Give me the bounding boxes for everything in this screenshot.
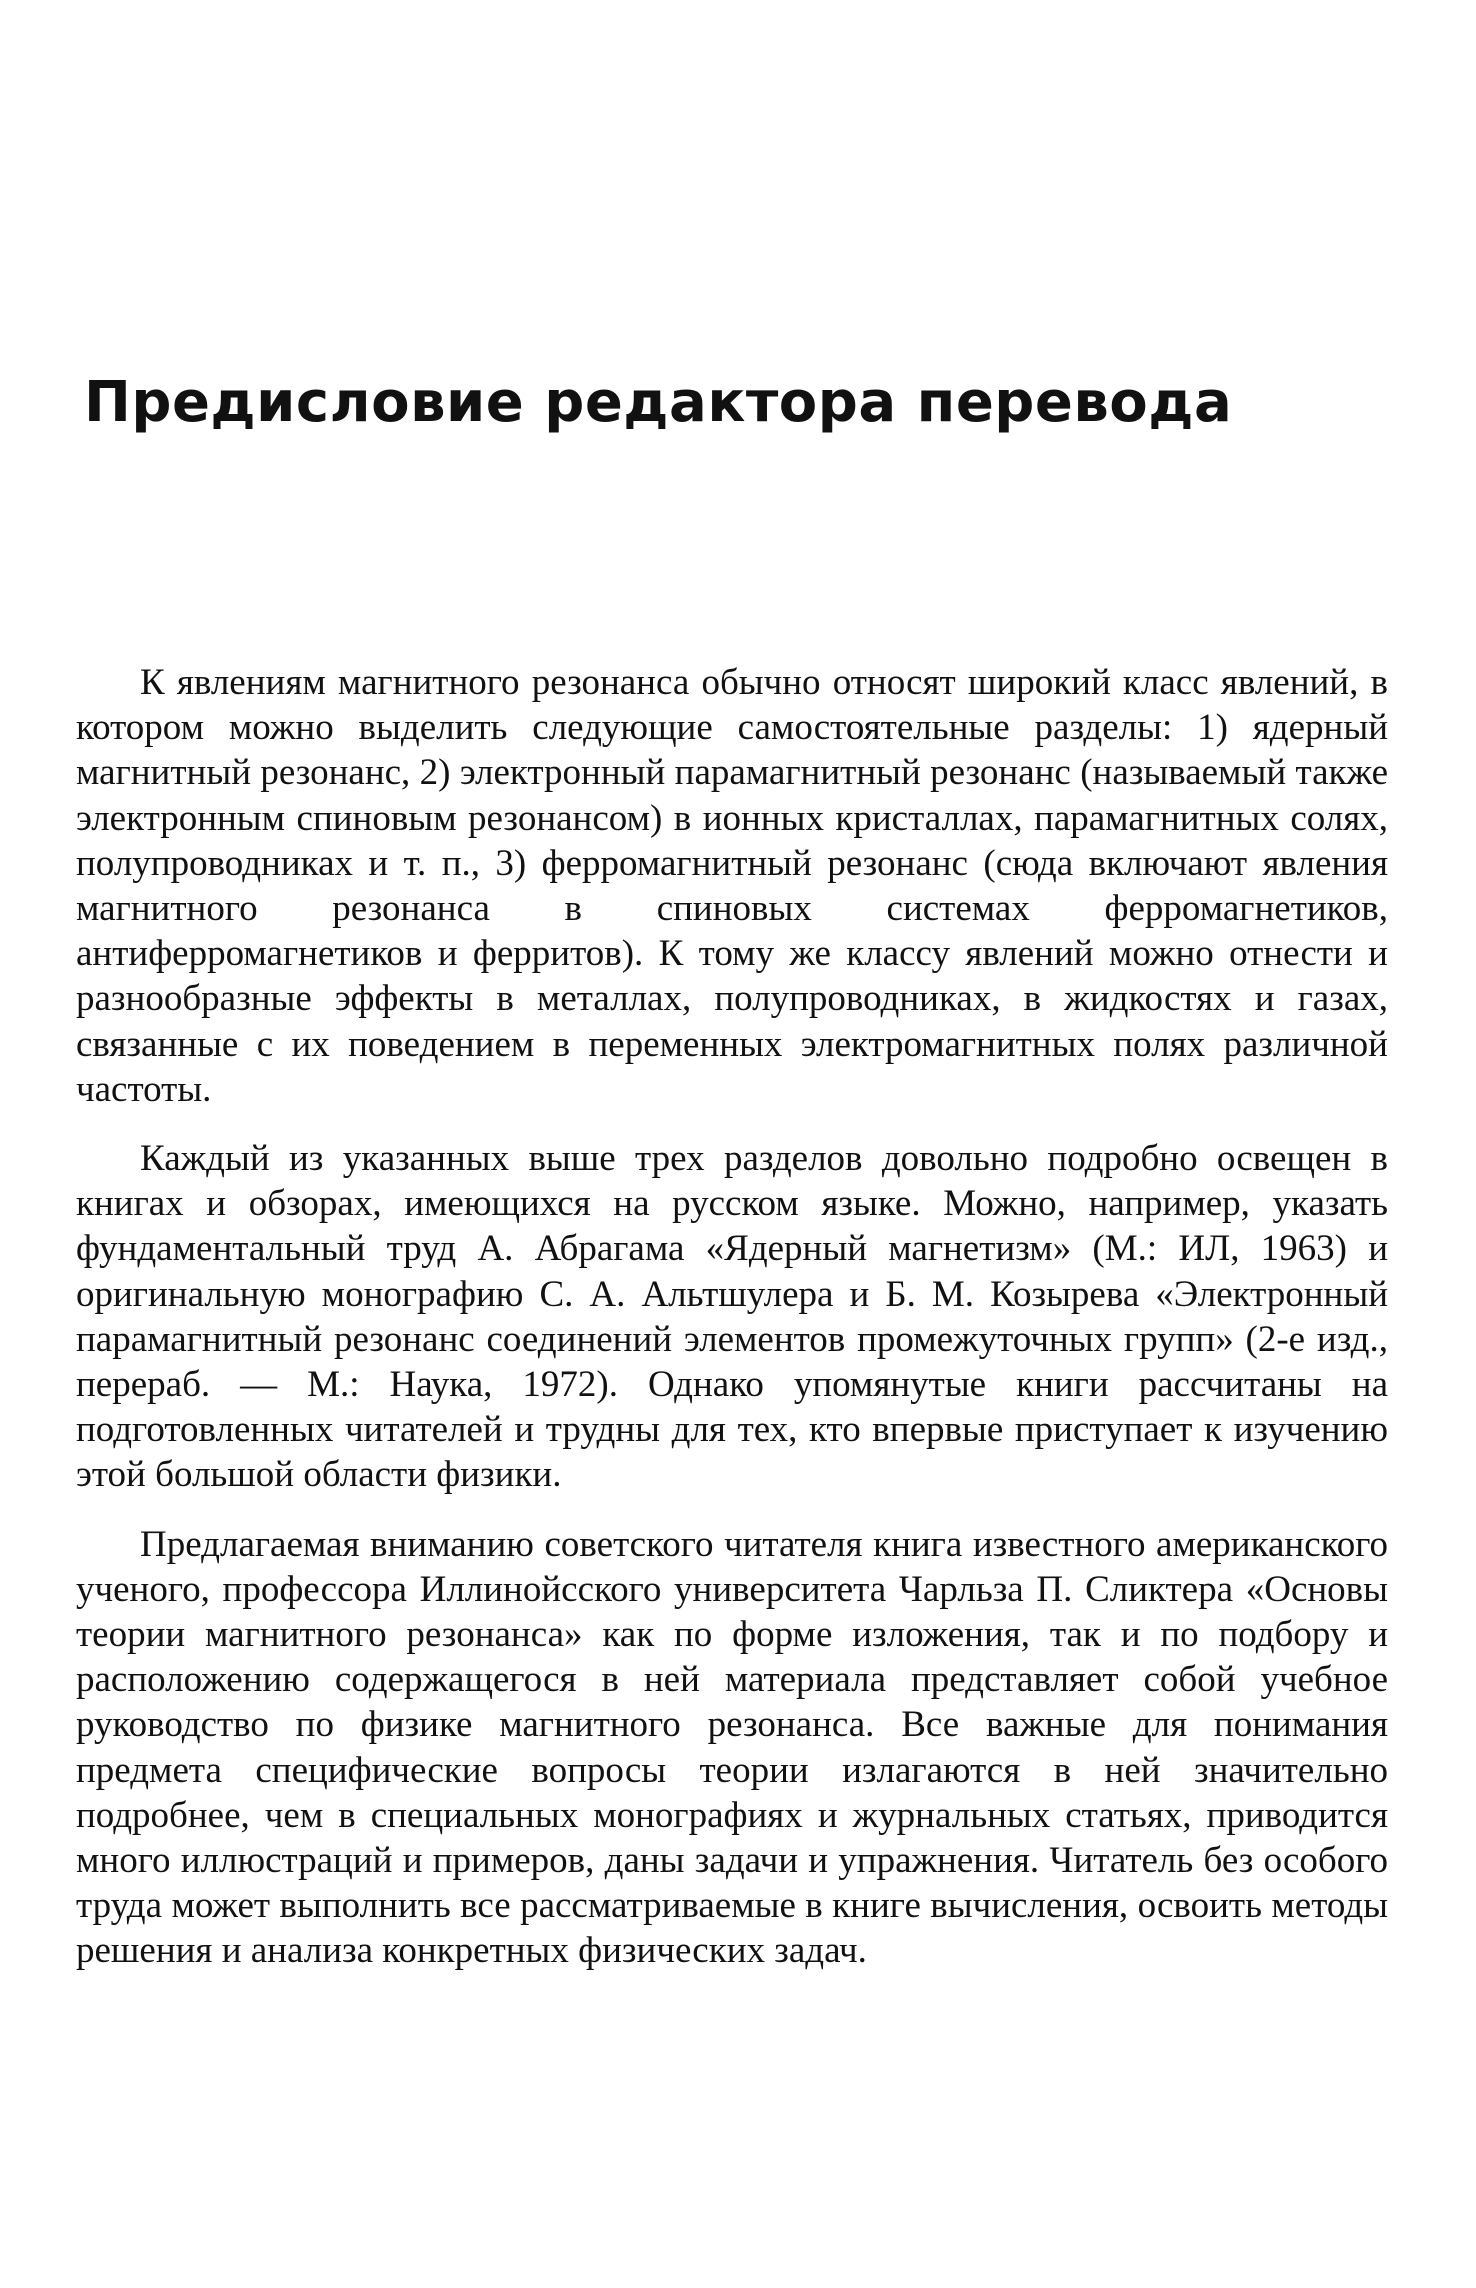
paragraph: Предлагаемая вниманию советского читателя книга известного американского ученого, профессора Иллинойсского университета Чарльза П. Сликтера «Основы теории магнитного резонанса» как по форме изложения, так и по подбору и расположению содержащегося в ней материала представляет собой учебное руководство по физике магнитного резонанса. Все важные для понимания предмета специфические вопросы теории излагаются в ней значительно подробнее, чем в специальных монографиях и журнальных статьях, приводится много иллюстраций и примеров, даны задачи и упражнения. Читатель без особого труда может выполнить все рассматриваемые в книге вычисления, освоить методы решения и анализа конкретных физических задач. [76,1523,1388,1972]
page-title: Предисловие редактора перевода [84,370,1233,435]
preface-body [76,660,1388,1974]
paragraph: К явлениям магнитного резонанса обычно относят широкий класс явлений, в котором можно выделить следующие самостоятельные разделы: 1) ядерный магнитный резонанс, 2) электронный парамагнитный резонанс (называемый также электронным спиновым резонансом) в ионных кристаллах, парамагнитных солях, полупроводниках и т. п., 3) ферромагнитный резонанс (сюда включают явления магнитного резонанса в спиновых системах ферромагнетиков, антиферромагнетиков и ферритов). К тому же классу явлений можно отнести и разнообразные эффекты в металлах, полупроводниках, в жидкостях и газах, связанные с их поведением в переменных электромагнитных полях различной частоты. [76,662,1388,1110]
paragraph: Каждый из указанных выше трех разделов довольно подробно освещен в книгах и обзорах, имеющихся на русском языке. Можно, например, указать фундаментальный труд А. Абрагама «Ядерный магнетизм» (М.: ИЛ, 1963) и оригинальную монографию С. А. Альтшулера и Б. М. Козырева «Электронный парамагнитный резонанс соединений элементов промежуточных групп» (2-е изд., перераб. — М.: Наука, 1972). Однако упомянутые книги рассчитаны на подготовленных читателей и трудны для тех, кто впервые приступает к изучению этой большой области физики. [76,1138,1388,1496]
